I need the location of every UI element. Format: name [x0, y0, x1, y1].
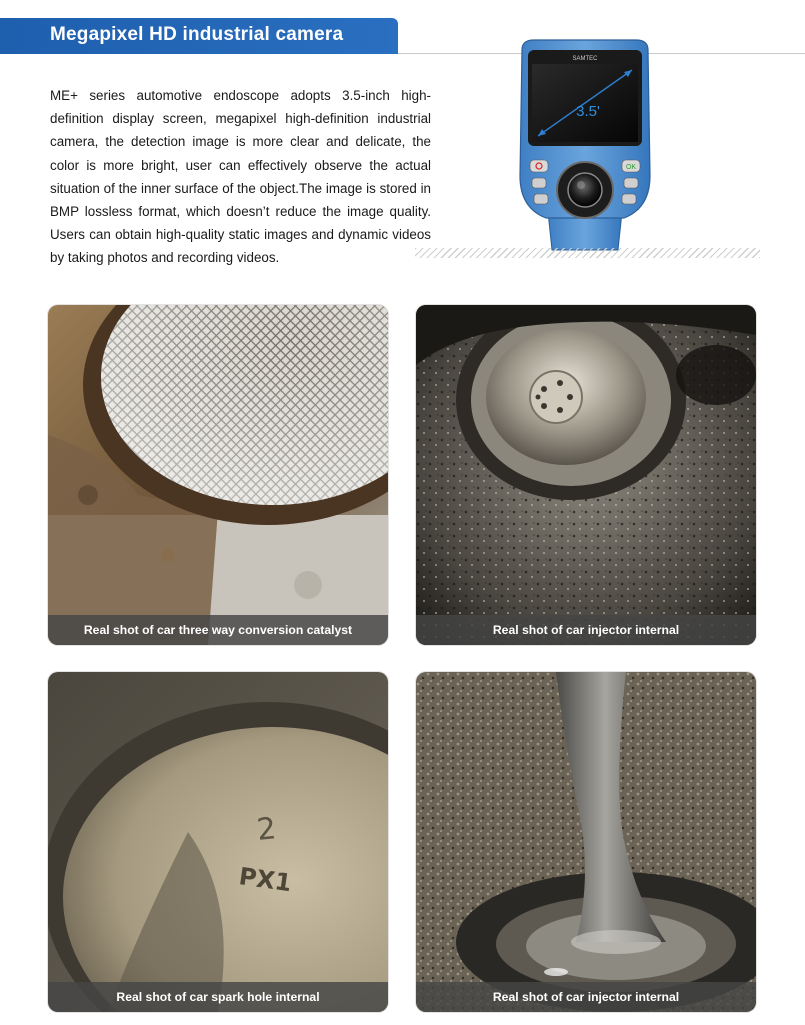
photo-caption: Real shot of car injector internal — [492, 990, 680, 1004]
device-brand: SAMTEC — [572, 56, 598, 62]
photo-card-injector-2 — [416, 672, 756, 1012]
power-button — [530, 160, 548, 172]
injector-photo — [416, 305, 756, 645]
injector-bore-photo — [416, 672, 756, 1012]
catalyst-photo — [48, 305, 388, 645]
screen-size-label: 3.5' — [576, 103, 600, 120]
decorative-hatch-rule — [415, 248, 760, 258]
photo-caption-bar — [48, 615, 388, 645]
section-header-banner — [0, 18, 398, 54]
piston-code: PX1 — [237, 862, 294, 898]
spark-hole-photo — [48, 672, 388, 1012]
photo-caption: Real shot of car injector internal — [492, 623, 680, 637]
endoscope-device-image — [500, 36, 670, 256]
section-title: Megapixel HD industrial camera — [50, 24, 344, 45]
photo-card-catalyst — [48, 305, 388, 645]
photo-caption: Real shot of car three way conversion catalyst — [83, 623, 353, 637]
photo-card-injector-1 — [416, 305, 756, 645]
photo-caption-bar — [416, 982, 756, 1012]
photo-caption: Real shot of car spark hole internal — [116, 990, 320, 1004]
photo-card-spark-hole — [48, 672, 388, 1012]
svg-text:OK: OK — [625, 164, 637, 171]
photo-caption-bar — [48, 982, 388, 1012]
intro-paragraph: ME+ series automotive endoscope adopts 3.5-inch high-definition display screen, megapixel high-definition industrial camera, the detection image is more clear and delicate, the color is more bright, user can effectively observe the actual situation of the inner surface of the object.The image is stored in BMP lossless format, which doesn’t reduce the image quality. Users can obtain high-quality static images and dynamic videos by taking photos and recording videos. — [50, 88, 431, 266]
photo-caption-bar — [416, 615, 756, 645]
piston-number: 2 — [255, 811, 278, 848]
handheld-endoscope-icon — [500, 36, 670, 256]
